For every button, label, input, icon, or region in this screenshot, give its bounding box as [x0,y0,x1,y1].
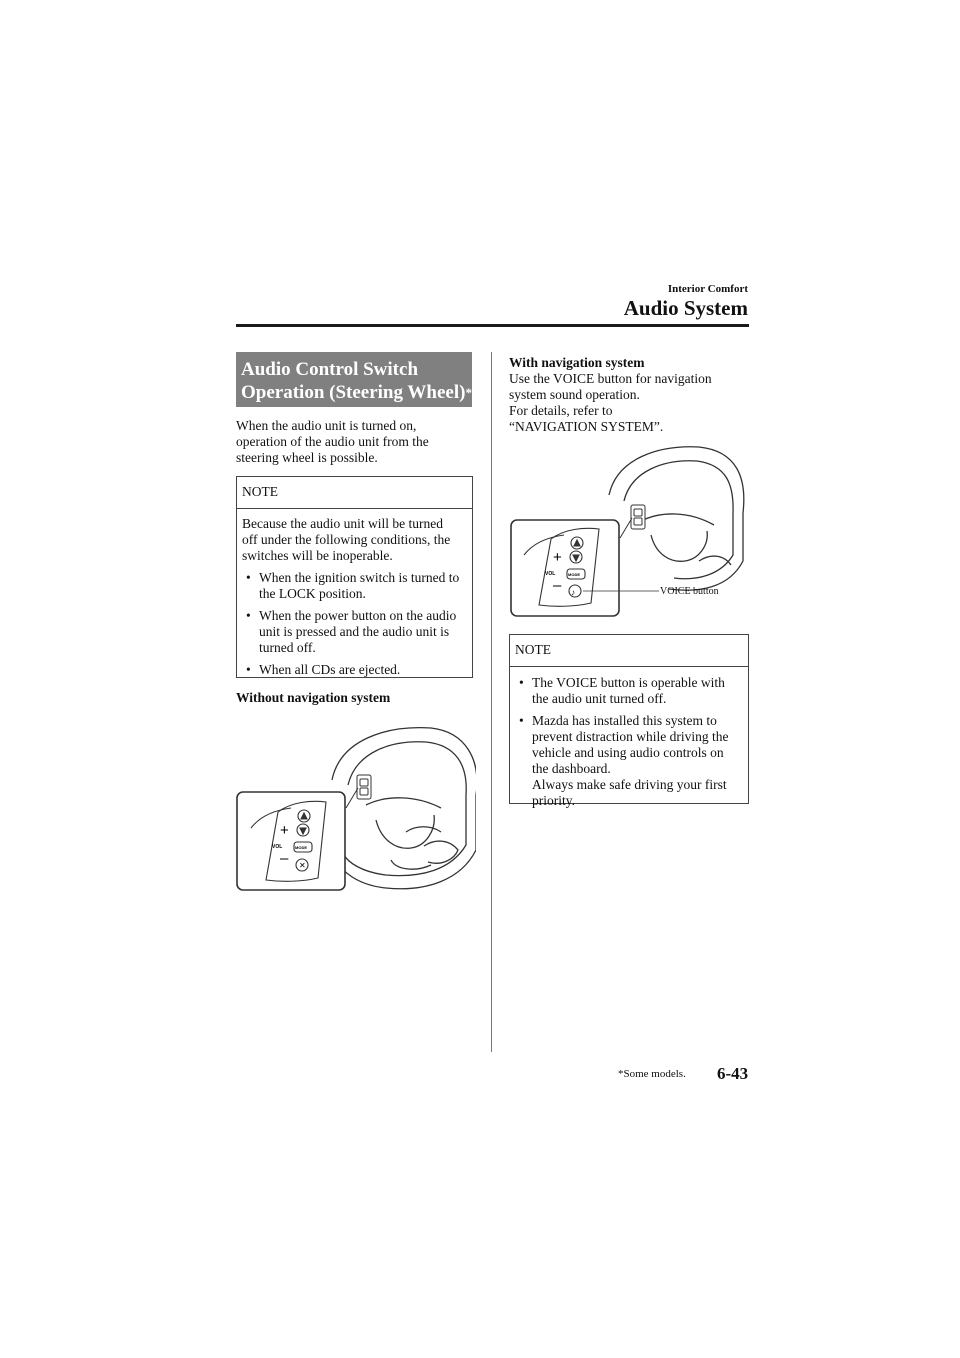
note-box [236,476,473,678]
vol-label: VOL [272,844,283,850]
bullet-line: the audio unit turned off. [532,691,667,706]
switch-inset-frame [237,792,345,890]
note-box-nav [509,634,749,808]
steering-switch-figure-without-nav [236,720,476,892]
note-body [510,667,748,813]
section-heading-line1: Audio Control Switch [241,359,419,380]
minus-icon: – [553,577,562,594]
nav-section [509,355,749,435]
plus-icon: + [280,822,289,839]
mute-icon: ✕ [299,861,306,870]
bullet-line: prevent distraction while driving the [532,729,729,744]
bullet-icon: • [246,570,251,585]
note-line: Because the audio unit will be turned [242,516,443,531]
mode-label: MODE [568,572,580,577]
footer-mark: * [618,1068,624,1080]
voice-button-callout: VOICE button [660,586,719,597]
nav-line: Use the VOICE button for navigation [509,371,712,386]
steering-wheel-illustration [332,728,476,889]
nav-line: system sound operation. [509,387,640,402]
header-rule [236,324,749,327]
bullet-line: priority. [532,793,575,808]
section-heading [236,352,472,407]
page-number: 6-43 [717,1064,749,1083]
bullet-line: The VOICE button is operable with [532,675,725,690]
note-body [237,509,472,682]
note-title: NOTE [237,477,472,509]
note-bullet [515,675,743,707]
note-bullet [242,570,467,602]
bullet-line: When all CDs are ejected. [259,662,401,677]
nav-line: “NAVIGATION SYSTEM”. [509,419,664,434]
note-bullet [242,662,467,678]
voice-icon: ♪ [571,588,575,597]
minus-icon: – [280,850,289,867]
intro-line: When the audio unit is turned on, [236,418,417,433]
note-bullet [242,608,467,656]
bullet-line: When the ignition switch is turned to [259,570,460,585]
note-line: off under the following conditions, the [242,532,451,547]
intro-line: operation of the audio unit from the [236,434,429,449]
bullet-icon: • [519,675,524,690]
vol-label: VOL [545,571,556,577]
steering-wheel-illustration [609,447,744,590]
bullet-line: turned off. [259,640,316,655]
bullet-line: unit is pressed and the audio unit is [259,624,450,639]
note-line: switches will be inoperable. [242,548,393,563]
note-bullet [515,713,743,809]
bullet-line: Mazda has installed this system to [532,713,717,728]
footer-note-text: Some models. [623,1068,686,1080]
column-divider [491,352,492,1052]
bullet-line: When the power button on the audio [259,608,457,623]
footer-note [618,1068,686,1080]
bullet-line: the dashboard. [532,761,611,776]
bullet-line: vehicle and using audio controls on [532,745,724,760]
bullet-icon: • [246,662,251,677]
plus-icon: + [553,549,562,566]
section-heading-line2: Operation (Steering Wheel) [241,382,466,403]
intro-line: steering wheel is possible. [236,450,378,465]
chapter-label: Interior Comfort [667,283,748,295]
nav-line: For details, refer to [509,403,613,418]
subhead-with-nav: With navigation system [509,355,645,370]
mode-label: MODE [295,845,307,850]
bullet-icon: • [246,608,251,623]
some-models-mark: * [465,385,472,400]
switch-inset-frame [511,520,619,616]
bullet-line: Always make safe driving your first [532,777,727,792]
subhead-without-nav: Without navigation system [236,690,391,705]
intro-paragraph [236,418,476,466]
bullet-line: the LOCK position. [259,586,366,601]
page-title: Audio System [623,296,748,320]
note-title: NOTE [510,635,748,667]
bullet-icon: • [519,713,524,728]
